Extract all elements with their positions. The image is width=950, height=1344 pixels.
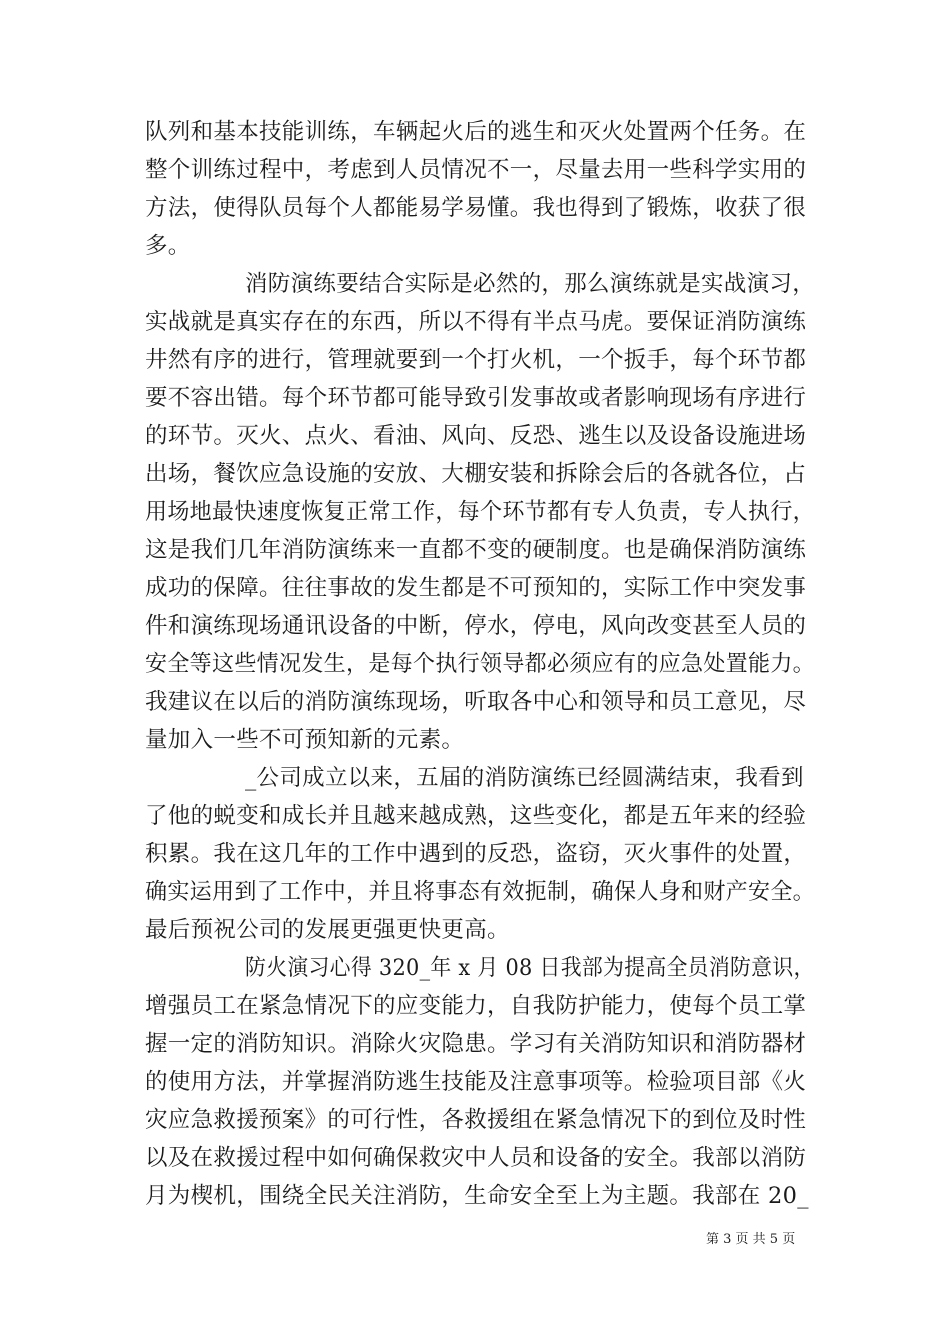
text-line: 实战就是真实存在的东西，所以不得有半点马虎。要保证消防演练 — [145, 309, 807, 335]
text-line: 以及在救援过程中如何确保救灾中人员和设备的安全。我部以消防 — [145, 1145, 807, 1171]
text-line: 成功的保障。往往事故的发生都是不可预知的，实际工作中突发事 — [145, 575, 807, 601]
text-line: 这是我们几年消防演练来一直都不变的硬制度。也是确保消防演练 — [145, 537, 807, 563]
text-line: 积累。我在这几年的工作中遇到的反恐，盗窃，灭火事件的处置， — [145, 841, 807, 867]
text-line: 灾应急救援预案》的可行性，各救援组在紧急情况下的到位及时性 — [145, 1107, 807, 1133]
text-line: 件和演练现场通讯设备的中断，停水，停电，风向改变甚至人员的 — [145, 613, 807, 639]
text-line: 握一定的消防知识。消除火灾隐患。学习有关消防知识和消防器材 — [145, 1031, 807, 1057]
text-line: 整个训练过程中，考虑到人员情况不一，尽量去用一些科学实用的 — [145, 157, 807, 183]
text-line: 井然有序的进行，管理就要到一个打火机，一个扳手，每个环节都 — [145, 347, 807, 373]
text-line: 增强员工在紧急情况下的应变能力，自我防护能力，使每个员工掌 — [145, 993, 807, 1019]
text-line: 最后预祝公司的发展更强更快更高。 — [145, 917, 510, 943]
page-number: 第 3 页 共 5 页 — [706, 1232, 796, 1247]
paragraph-start-line: 消防演练要结合实际是必然的，那么演练就是实战演习， — [245, 271, 816, 297]
text-line: 队列和基本技能训练，车辆起火后的逃生和灭火处置两个任务。在 — [145, 119, 807, 145]
paragraph-start-line: _公司成立以来，五届的消防演练已经圆满结束，我看到 — [245, 765, 804, 791]
text-line: 出场，餐饮应急设施的安放、大棚安装和拆除会后的各就各位，占 — [145, 461, 807, 487]
text-line: 方法，使得队员每个人都能易学易懂。我也得到了锻炼，收获了很 — [145, 195, 807, 221]
text-line: 用场地最快速度恢复正常工作，每个环节都有专人负责，专人执行， — [145, 499, 815, 525]
text-line: 了他的蜕变和成长并且越来越成熟，这些变化，都是五年来的经验 — [145, 803, 807, 829]
text-line: 多。 — [145, 233, 191, 259]
text-line: 我建议在以后的消防演练现场，听取各中心和领导和员工意见，尽 — [145, 689, 807, 715]
text-line: 确实运用到了工作中，并且将事态有效扼制，确保人身和财产安全。 — [145, 879, 815, 905]
text-line: 安全等这些情况发生，是每个执行领导都必须应有的应急处置能力。 — [145, 651, 815, 677]
text-line: 的使用方法，并掌握消防逃生技能及注意事项等。检验项目部《火 — [145, 1069, 807, 1095]
text-line: 量加入一些不可预知新的元素。 — [145, 727, 465, 753]
text-line: 月为楔机，围绕全民关注消防，生命安全至上为主题。我部在 20_ — [145, 1183, 809, 1209]
text-line: 的环节。灭火、点火、看油、风向、反恐、逃生以及设备设施进场 — [145, 423, 807, 449]
paragraph-start-line: 防火演习心得 320_年 x 月 08 日我部为提高全员消防意识， — [245, 955, 815, 981]
text-line: 要不容出错。每个环节都可能导致引发事故或者影响现场有序进行 — [145, 385, 807, 411]
